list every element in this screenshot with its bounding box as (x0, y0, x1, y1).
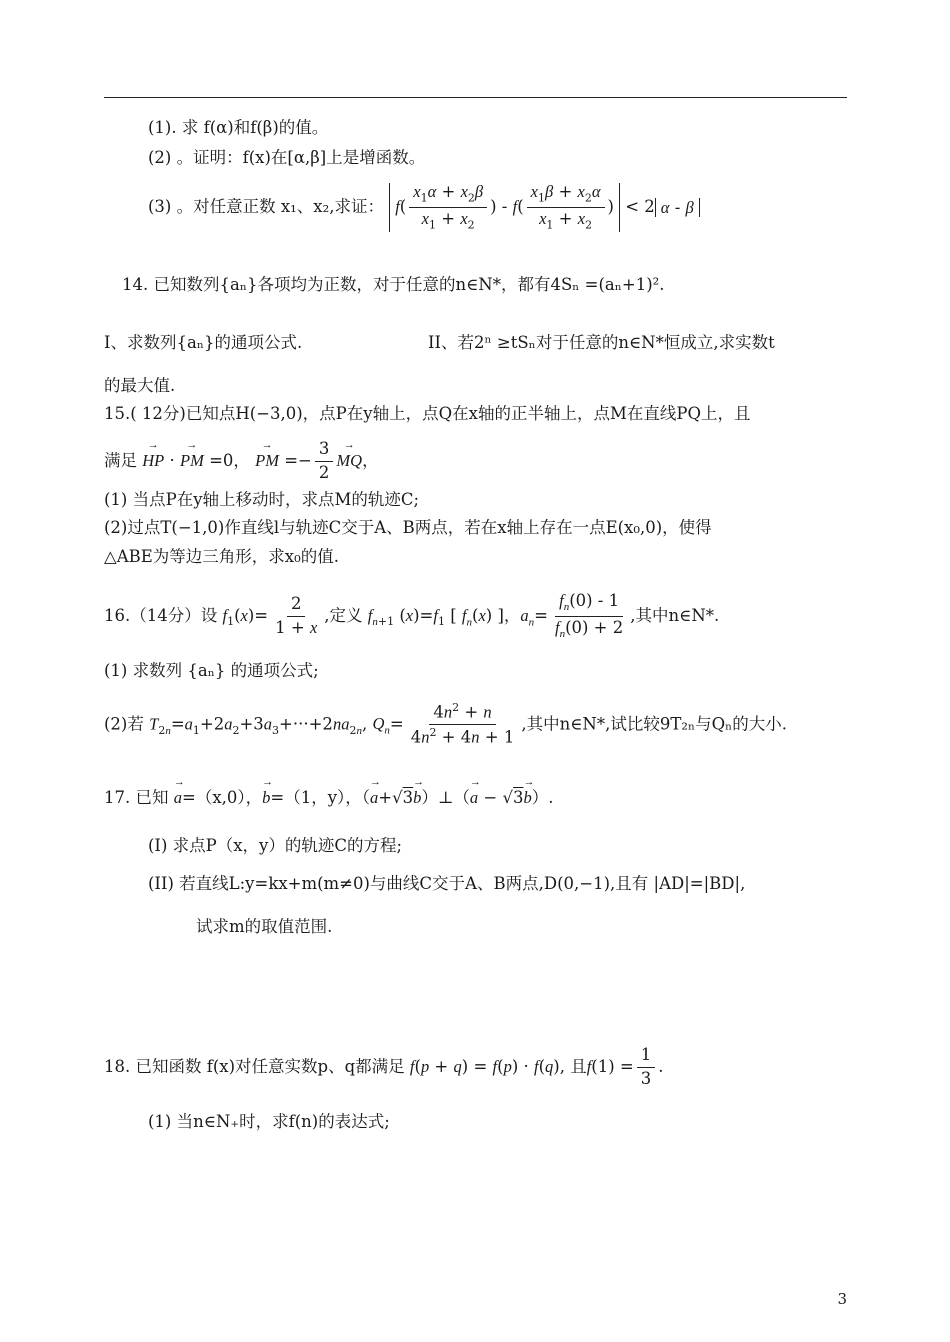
q17-sub1: (I) 求点P（x，y）的轨迹C的方程; (148, 836, 403, 855)
q17-sub2: (II) 若直线L:y=kx+m(m≠0)与曲线C交于A、B两点,D(0,−1),且有 |AD|=|BD|, (148, 874, 746, 893)
q14-part1: I、求数列{aₙ}的通项公式. (104, 333, 303, 352)
q14-part2: II、若2ⁿ ≥tSₙ对于任意的n∈N*恒成立,求实数t (428, 333, 775, 352)
q18-stem: 18. 已知函数 f(x)对任意实数p、q都满足 f(p + q) = f(p) · f(q), 且f(1) = $\frac{1}{3}$ . (104, 1045, 664, 1088)
q18-sub1: (1) 当n∈N₊时，求f(n)的表达式; (148, 1112, 390, 1131)
q16-sub2-lead: (2)若 (104, 714, 144, 734)
q16-tail: ,其中n∈N*. (630, 605, 720, 625)
q17-lead: 17. 已知 (104, 788, 169, 807)
q15-stem: 15.( 12分)已知点H(−3,0)，点P在y轴上，点Q在x轴的正半轴上，点M在直线PQ上，且 (104, 404, 751, 423)
q16-sub1: (1) 求数列 {aₙ} 的通项公式; (104, 661, 319, 680)
q13-part1: (1). 求 f(α)和f(β)的值。 (148, 118, 329, 137)
q15-sub1: (1) 当点P在y轴上移动时，求点M的轨迹C; (104, 490, 420, 509)
page-number: 3 (837, 1290, 847, 1308)
q18-stem-text: 18. 已知函数 f(x)对任意实数p、q都满足 (104, 1056, 405, 1076)
q16-sub2: (2)若 $T_{2n}=a_1+2a_2+3a_3+\cdot\cdot\cdot+2na_{2n}$, $Q_n=$ $\frac{4n^2 + n}{4n^2 + 4n + 1}$ ,其中n∈N*,试比较9T₂ₙ与Qₙ的大小. (104, 701, 788, 747)
q16-def: ,定义 (324, 605, 363, 625)
q17-stem: 17. 已知 → a=（x,0），→ b=（1，y），（→ a+√3→ b）⊥（→ a − √3→ b）. (104, 788, 554, 808)
q15-cond-lead: 满足 (104, 450, 137, 470)
q15-sub2-tail: △ABE为等边三角形，求x₀的值. (104, 547, 339, 566)
q13-part2: (2) 。证明：f(x)在[α,β]上是增函数。 (148, 148, 426, 167)
q16-lead: 16.（14分）设 (104, 605, 218, 625)
header-rule (104, 97, 847, 98)
q13-part3: (3) 。对任意正数 x₁、x₂,求证： f( $\frac{x_1\alpha + x_2\beta}{x_1 + x_2}$ ) - f( $\frac{x_1\beta + x_2\alpha}{x_1 + x_2}$ ) < 2 α - β (148, 183, 700, 232)
q17-sub2-tail: 试求m的取值范围. (196, 917, 333, 936)
q16-sub2-tail: ,其中n∈N*,试比较9T₂ₙ与Qₙ的大小. (521, 714, 788, 734)
q13-inequality: f( $\frac{x_1\alpha + x_2\beta}{x_1 + x_2}$ ) - f( $\frac{x_1\beta + x_2\alpha}{x_1 + x_2}$ ) (389, 183, 620, 232)
q15-sub2: (2)过点T(−1,0)作直线l与轨迹C交于A、B两点，若在x轴上存在一点E(x₀,0)，使得 (104, 518, 712, 537)
q14-stem: 14. 已知数列{aₙ}各项均为正数，对于任意的n∈N*，都有4Sₙ =(aₙ+1)². (122, 275, 665, 294)
q14-part2-tail: 的最大值. (104, 376, 176, 395)
q16-stem: 16.（14分）设 $f_1(x)=$ $\frac{2}{1 + x}$ ,定义 $f_{n+1}$ $(x)=f_1$ [ $f_n(x)$ ]，$a_n=$ $\frac{f_n(0) - 1}{f_n(0) + 2}$ ,其中n∈N*. (104, 591, 720, 641)
q15-condition: 满足 → HP · → PM =0， → PM =− $\frac{3}{2}$ → MQ， (104, 440, 379, 483)
q13-part3-lead: (3) 。对任意正数 x₁、x₂,求证： (148, 196, 384, 216)
